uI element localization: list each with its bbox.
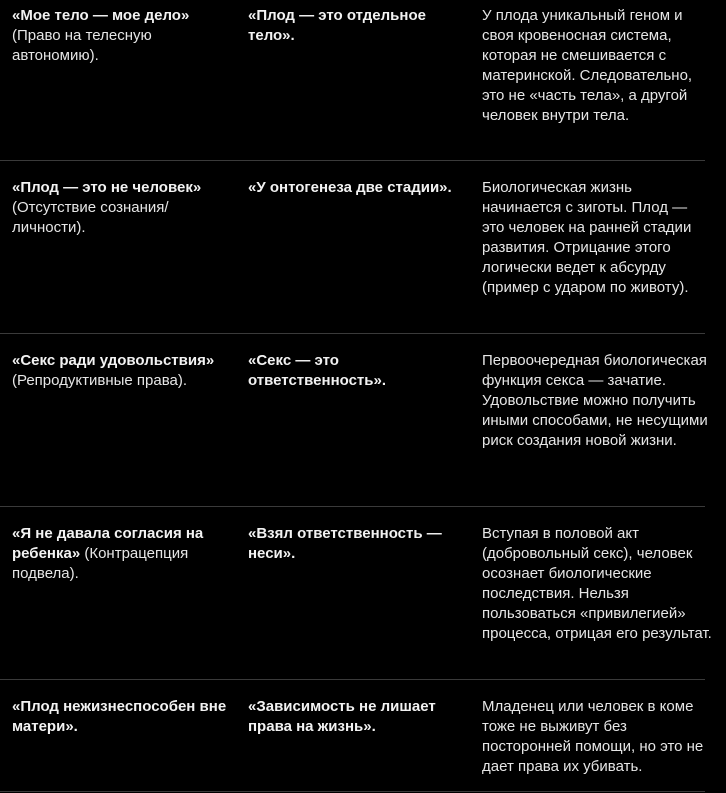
answer-bold: «У онтогенеза две стадии». [248,179,452,196]
claim-cell [12,351,238,391]
claim-cell [12,524,238,584]
reason-text: Первоочередная биологическая функция секса — зачатие. Удовольствие можно получить иными способами, не несущими риск создания новой жизни. [482,352,708,449]
answer-cell [248,351,470,391]
claim-rest: (Репродуктивные права). [12,372,188,389]
reason-cell [482,6,712,126]
answer-cell [248,524,470,564]
table-row [0,680,705,792]
claim-cell [12,6,238,66]
claim-rest: (Контрацепция подвела). [12,545,189,582]
answer-cell [248,6,470,46]
claim-rest: (Отсутствие сознания/личности). [12,199,169,236]
claim-bold: «Я не давала согласия на ребенка» [12,525,204,562]
claim-rest: (Право на телесную автономию). [12,27,152,64]
reason-text: Младенец или человек в коме тоже не выживут без посторонней помощи, но это не дает права их убивать. [482,698,704,775]
reason-cell [482,697,712,777]
answer-cell [248,178,470,198]
claim-bold: «Плод — это не человек» [12,179,202,196]
claim-bold: «Секс ради удовольствия» [12,352,215,369]
answer-bold: «Секс — это ответственность». [248,352,387,389]
table-row [0,161,705,334]
claim-cell [12,178,238,238]
claim-cell [12,697,238,737]
reason-cell [482,178,712,298]
reason-text: Биологическая жизнь начинается с зиготы. Плод — это человек на ранней стадии развития. Отрицание этого логически ведет к абсурду (пример с ударом по животу). [482,179,692,296]
answer-bold: «Взял ответственность — неси». [248,525,442,562]
answer-cell [248,697,470,737]
answer-bold: «Плод — это отдельное тело». [248,7,426,44]
claim-bold: «Мое тело — мое дело» [12,7,190,24]
reason-text: У плода уникальный геном и своя кровеносная система, которая не смешивается с материнской. Следовательно, это не «часть тела», а другой человек внутри тела. [482,7,693,124]
table-row [0,334,708,507]
answer-bold: «Зависимость не лишает права на жизнь». [248,698,436,735]
table-row [0,0,705,161]
reason-cell [482,524,712,644]
claim-bold: «Плод нежизнеспособен вне матери». [12,698,227,735]
table-row [0,507,712,680]
reason-cell [482,351,712,451]
reason-text: Вступая в половой акт (добровольный секс), человек осознает биологические последствия. Нельзя пользоваться «привилегией» процесса, отрицая его результат. [482,525,712,642]
